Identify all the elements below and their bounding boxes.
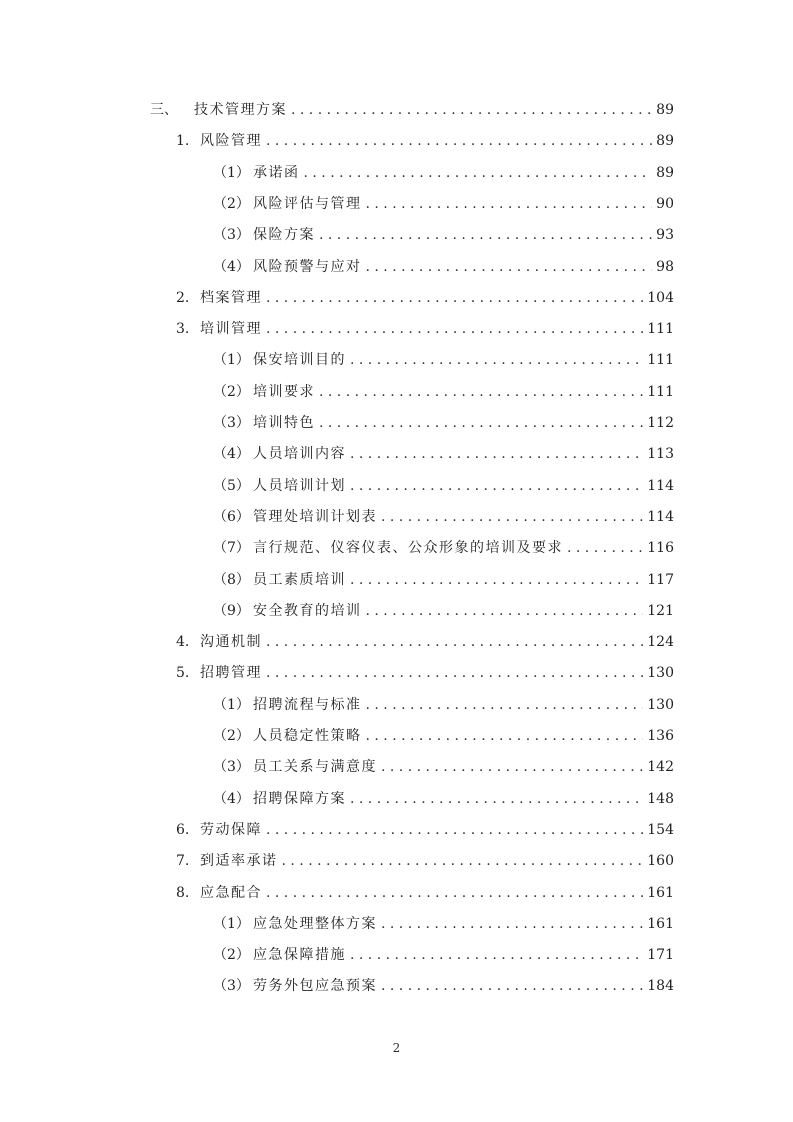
toc-entry[interactable] xyxy=(213,221,674,245)
toc-dot-leader xyxy=(366,194,653,214)
toc-entry[interactable] xyxy=(213,346,674,370)
toc-entry-title: 技术管理方案 xyxy=(194,102,287,118)
toc-entry-page: 104 xyxy=(647,289,674,306)
toc-entry[interactable] xyxy=(213,785,674,809)
toc-entry-page: 154 xyxy=(647,821,674,838)
toc-entry-title: 人员培训内容 xyxy=(253,446,346,463)
toc-entry[interactable] xyxy=(176,284,674,308)
toc-entry[interactable] xyxy=(213,691,674,715)
toc-entry-title: 承诺函 xyxy=(253,164,300,181)
toc-entry-title: 到适率承诺 xyxy=(200,853,278,870)
toc-entry-page: 130 xyxy=(647,696,674,713)
footer-page-number: 2 xyxy=(392,1041,401,1055)
toc-dot-leader xyxy=(350,570,643,590)
toc-entry-number: 三、 xyxy=(150,102,178,118)
toc-entry-title: 招聘保障方案 xyxy=(253,790,346,807)
toc-entry-page: 90 xyxy=(656,195,674,212)
toc-entry[interactable] xyxy=(176,127,674,151)
toc-dot-leader xyxy=(266,883,643,903)
toc-entry-page: 98 xyxy=(656,258,674,275)
toc-entry-number: （2） xyxy=(213,383,250,400)
toc-dot-leader xyxy=(366,726,644,746)
toc-entry-number: （9） xyxy=(213,602,250,619)
toc-entry-page: 148 xyxy=(647,790,674,807)
toc-dot-leader xyxy=(291,100,652,120)
toc-entry-page: 161 xyxy=(647,884,674,901)
toc-entry-number: 4. xyxy=(176,634,190,651)
toc-entry[interactable] xyxy=(213,159,674,183)
toc-entry-number: （1） xyxy=(213,915,250,932)
toc-dot-leader xyxy=(381,914,643,934)
toc-entry-title: 人员培训计划 xyxy=(253,477,346,494)
toc-entry[interactable] xyxy=(176,816,674,840)
toc-entry-number: （4） xyxy=(213,258,250,275)
toc-entry-title: 安全教育的培训 xyxy=(253,602,362,619)
toc-entry-title: 言行规范、仪容仪表、公众形象的培训及要求 xyxy=(253,540,563,557)
toc-entry-number: （4） xyxy=(213,446,250,463)
toc-dot-leader xyxy=(366,695,644,715)
toc-entry[interactable] xyxy=(213,378,674,402)
toc-entry-number: （1） xyxy=(213,164,250,181)
toc-entry-page: 111 xyxy=(647,321,674,338)
toc-entry-page: 121 xyxy=(647,602,674,619)
toc-entry-number: （1） xyxy=(213,696,250,713)
toc-entry-page: 160 xyxy=(647,853,674,870)
toc-entry[interactable] xyxy=(213,190,674,214)
toc-dot-leader xyxy=(350,945,643,965)
toc-dot-leader xyxy=(304,163,653,183)
toc-dot-leader xyxy=(266,663,643,683)
toc-entry-page: 116 xyxy=(647,540,674,557)
toc-entry-title: 保安培训目的 xyxy=(253,352,346,369)
toc-dot-leader xyxy=(366,257,653,277)
toc-dot-leader xyxy=(381,757,643,777)
toc-entry-number: （3） xyxy=(213,227,250,244)
toc-entry[interactable] xyxy=(176,628,674,652)
toc-dot-leader xyxy=(350,350,643,370)
toc-entry[interactable] xyxy=(176,315,674,339)
toc-entry-number: （8） xyxy=(213,571,250,588)
toc-entry-number: 8. xyxy=(176,884,190,901)
toc-entry-page: 111 xyxy=(647,383,674,400)
toc-entry-number: 6. xyxy=(176,821,190,838)
toc-entry[interactable] xyxy=(213,722,674,746)
toc-entry-title: 招聘流程与标准 xyxy=(253,696,362,713)
toc-entry-page: 136 xyxy=(647,728,674,744)
toc-entry[interactable] xyxy=(213,566,674,590)
toc-entry-page: 130 xyxy=(647,665,674,682)
toc-entry-number: 5. xyxy=(176,665,190,682)
toc-entry-title: 招聘管理 xyxy=(200,665,262,682)
toc-dot-leader xyxy=(567,538,643,558)
toc-dot-leader xyxy=(366,601,644,621)
toc-entry-page: 114 xyxy=(647,508,674,525)
toc-entry[interactable] xyxy=(213,597,674,621)
toc-entry-number: （5） xyxy=(213,477,250,494)
toc-entry[interactable] xyxy=(213,972,674,996)
toc-dot-leader xyxy=(350,789,643,809)
toc-entry-number: 3. xyxy=(176,321,190,338)
toc-entry-title: 档案管理 xyxy=(200,289,262,306)
toc-dot-leader xyxy=(282,851,644,871)
toc-entry-title: 应急保障措施 xyxy=(253,947,346,964)
toc-entry[interactable] xyxy=(176,847,674,871)
toc-entry-page: 111 xyxy=(647,352,674,369)
toc-dot-leader xyxy=(350,444,643,464)
toc-entry-title: 员工素质培训 xyxy=(253,571,346,588)
toc-entry-number: （3） xyxy=(213,978,250,995)
toc-entry-number: 2. xyxy=(176,289,190,306)
toc-entry-title: 培训要求 xyxy=(253,383,315,400)
toc-entry-page: 93 xyxy=(656,227,674,244)
toc-dot-leader xyxy=(266,319,643,339)
toc-entry[interactable] xyxy=(213,253,674,277)
toc-entry-title: 员工关系与满意度 xyxy=(253,759,377,776)
toc-entry-number: （7） xyxy=(213,540,250,557)
toc-entry-title: 劳动保障 xyxy=(200,821,262,838)
toc-entry-title: 沟通机制 xyxy=(200,634,262,651)
toc-entry[interactable] xyxy=(213,503,674,527)
toc-entry-page: 89 xyxy=(656,164,674,181)
toc-entry-number: 7. xyxy=(176,853,190,870)
toc-entry-number: （3） xyxy=(213,759,250,776)
toc-dot-leader xyxy=(266,820,643,840)
toc-entry-page: 113 xyxy=(647,446,674,463)
toc-entry-number: （2） xyxy=(213,947,250,964)
toc-entry[interactable] xyxy=(213,472,674,496)
toc-entry-title: 风险管理 xyxy=(200,133,262,150)
toc-entry[interactable] xyxy=(213,440,674,464)
toc-dot-leader xyxy=(266,632,643,652)
toc-entry-number: （4） xyxy=(213,790,250,807)
toc-entry-title: 保险方案 xyxy=(253,227,315,244)
toc-entry-number: （3） xyxy=(213,415,250,431)
toc-entry-title: 管理处培训计划表 xyxy=(253,508,377,525)
toc-entry-page: 112 xyxy=(647,415,674,431)
toc-entry-title: 劳务外包应急预案 xyxy=(253,978,377,995)
toc-dot-leader xyxy=(381,507,643,527)
toc-entry-title: 风险预警与应对 xyxy=(253,258,362,275)
toc-entry-number: 1. xyxy=(176,133,190,150)
toc-entry-page: 161 xyxy=(647,915,674,932)
toc-entry[interactable] xyxy=(213,753,674,777)
toc-entry[interactable] xyxy=(213,409,674,433)
toc-entry-page: 171 xyxy=(647,947,674,964)
toc-dot-leader xyxy=(266,131,652,151)
toc-entry-title: 培训管理 xyxy=(200,321,262,338)
toc-dot-leader xyxy=(319,225,652,245)
toc-entry-title: 人员稳定性策略 xyxy=(253,728,362,744)
toc-entry[interactable] xyxy=(213,910,674,934)
toc-dot-leader xyxy=(350,476,643,496)
toc-entry-title: 应急处理整体方案 xyxy=(253,915,377,932)
toc-entry-page: 89 xyxy=(656,102,674,118)
toc-entry-title: 培训特色 xyxy=(253,415,315,431)
toc-dot-leader xyxy=(319,382,643,402)
toc-entry-title: 应急配合 xyxy=(200,884,262,901)
toc-entry[interactable] xyxy=(176,659,674,683)
toc-entry-number: （1） xyxy=(213,352,250,369)
toc-entry-page: 89 xyxy=(656,133,674,150)
toc-entry[interactable] xyxy=(176,879,674,903)
toc-entry-page: 114 xyxy=(647,477,674,494)
toc-entry[interactable] xyxy=(150,96,674,120)
toc-dot-leader xyxy=(381,976,643,996)
toc-entry-page: 142 xyxy=(647,759,674,776)
toc-entry-number: （2） xyxy=(213,728,250,744)
toc-entry-number: （2） xyxy=(213,195,250,212)
toc-dot-leader xyxy=(319,413,643,433)
toc-entry[interactable] xyxy=(213,941,674,965)
toc-entry-page: 117 xyxy=(647,571,674,588)
toc-entry-page: 184 xyxy=(647,978,674,995)
toc-entry-title: 风险评估与管理 xyxy=(253,195,362,212)
toc-dot-leader xyxy=(266,288,643,308)
toc-entry-page: 124 xyxy=(647,634,674,651)
toc-entry-number: （6） xyxy=(213,508,250,525)
toc-entry[interactable] xyxy=(213,534,674,558)
